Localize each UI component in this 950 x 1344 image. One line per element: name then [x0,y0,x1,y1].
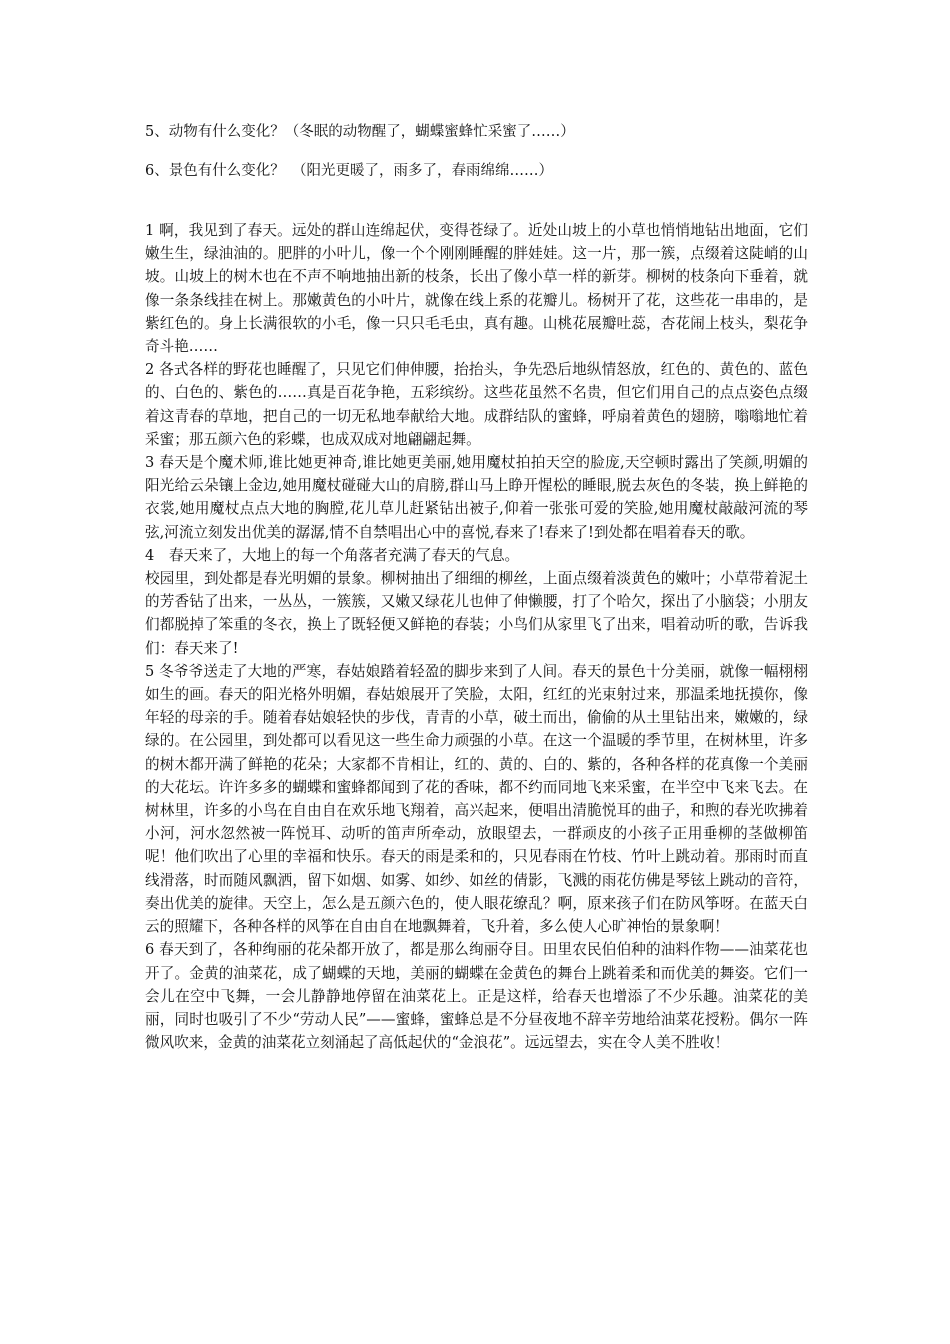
paragraph-1: 1 啊，我见到了春天。远处的群山连绵起伏，变得苍绿了。近处山坡上的小草也悄悄地钻出地面，它们嫩生生，绿油油的。肥胖的小叶儿，像一个个刚刚睡醒的胖娃娃。这一片，那一簇，点缀着这陡峭的山坡。山坡上的树木也在不声不响地抽出新的枝条，长出了像小草一样的新芽。柳树的枝条向下垂着，就像一条条线挂在树上。那嫩黄色的小叶片，就像在线上系的花瓣儿。杨树开了花，这些花一串串的，是紫红色的。身上长满很软的小毛，像一只只毛毛虫，真有趣。山桃花展瓣吐蕊，杏花闹上枝头，梨花争奇斗艳…… [145,222,808,356]
paragraph-6: 6 春天到了，各种绚丽的花朵都开放了，都是那么绚丽夺目。田里农民伯伯种的油料作物——油菜花也开了。金黄的油菜花，成了蝴蝶的天地，美丽的蝴蝶在金黄色的舞台上跳着柔和而优美的舞姿。它们一会儿在空中飞舞，一会儿静静地停留在油菜花上。正是这样，给春天也增添了不少乐趣。油菜花的美丽，同时也吸引了不少“劳动人民”——蜜蜂，蜜蜂总是不分昼夜地不辞辛劳地给油菜花授粉。偶尔一阵微风吹来，金黄的油菜花立刻涌起了高低起伏的“金浪花”。远远望去，实在令人美不胜收！ [145,941,808,1052]
question-6: 6、景色有什么变化？ （阳光更暖了，雨多了，春雨绵绵……） [145,163,553,179]
question-5: 5、动物有什么变化？（冬眠的动物醒了，蝴蝶蜜蜂忙采蜜了……） [145,124,575,140]
essay-body [145,219,808,1054]
paragraph-2: 2 各式各样的野花也睡醒了，只见它们伸伸腰，抬抬头，争先恐后地纵情怒放，红色的、黄色的、蓝色的、白色的、紫色的……真是百花争艳，五彩缤纷。这些花虽然不名贵，但它们用自己的点点姿色点缀着这青春的草地，把自己的一切无私地奉献给大地。成群结队的蜜蜂，呼扇着黄色的翅膀，嗡嗡地忙着采蜜；那五颜六色的彩蝶，也成双成对地翩翩起舞。 [145,361,808,448]
paragraph-4: 4 春天来了，大地上的每一个角落者充满了春天的气息。 [145,546,520,564]
paragraph-4-continued: 校园里，到处都是春光明媚的景象。柳树抽出了细细的柳丝，上面点缀着淡黄色的嫩叶；小草带着泥土的芳香钻了出来，一丛丛，一簇簇，又嫩又绿花儿也伸了伸懒腰，打了个哈欠，探出了小脑袋；小朋友们都脱掉了笨重的冬衣，换上了既轻便又鲜艳的春装；小鸟们从家里飞了出来，唱着动听的歌，告诉我们：春天来了! [145,570,808,657]
paragraph-3: 3 春天是个魔术师,谁比她更神奇,谁比她更美丽,她用魔杖拍拍天空的脸庞,天空顿时露出了笑颜,明媚的阳光给云朵镶上金边,她用魔杖碰碰大山的肩膀,群山马上睁开惺松的睡眼,脱去灰色的冬装，换上鲜艳的衣裳,她用魔杖点点大地的胸膛,花儿草儿赶紧钻出被子,仰着一张张可爱的笑脸,她用魔杖敲敲河流的琴弦,河流立刻发出优美的潺潺,情不自禁唱出心中的喜悦,春来了!春来了!到处都在唱着春天的歌。 [145,454,808,541]
paragraph-5: 5 冬爷爷送走了大地的严寒，春姑娘踏着轻盈的脚步来到了人间。春天的景色十分美丽，就像一幅栩栩如生的画。春天的阳光格外明媚，春姑娘展开了笑脸，太阳，红红的光束射过来，那温柔地抚摸你，像年轻的母亲的手。随着春姑娘轻快的步伐，青青的小草，破土而出，偷偷的从土里钻出来，嫩嫩的，绿绿的。在公园里，到处都可以看见这一些生命力顽强的小草。在这一个温暖的季节里，在树林里，许多的树木都开满了鲜艳的花朵；大家都不肯相让，红的、黄的、白的、紫的，各种各样的花真像一个美丽的大花坛。许许多多的蝴蝶和蜜蜂都闻到了花的香味，都不约而同地飞来采蜜，在半空中飞来飞去。在树林里，许多的小鸟在自由自在欢乐地飞翔着，高兴起来，便唱出清脆悦耳的曲子，和煦的春光吹拂着小河，河水忽然被一阵悦耳、动听的笛声所牵动，放眼望去，一群顽皮的小孩子正用垂柳的茎做柳笛呢！他们吹出了心里的幸福和快乐。春天的雨是柔和的，只见春雨在竹枝、竹叶上跳动着。那雨时而直线滑落，时而随风飘洒，留下如烟、如雾、如纱、如丝的倩影，飞溅的雨花仿佛是琴铉上跳动的音符，奏出优美的旋律。天空上，怎么是五颜六色的，使人眼花缭乱？啊，原来孩子们在防风筝呀。在蓝天白云的照耀下，各种各样的风筝在自由自在地飘舞着，飞升着，多么使人心旷神怡的景象啊！ [145,662,808,936]
